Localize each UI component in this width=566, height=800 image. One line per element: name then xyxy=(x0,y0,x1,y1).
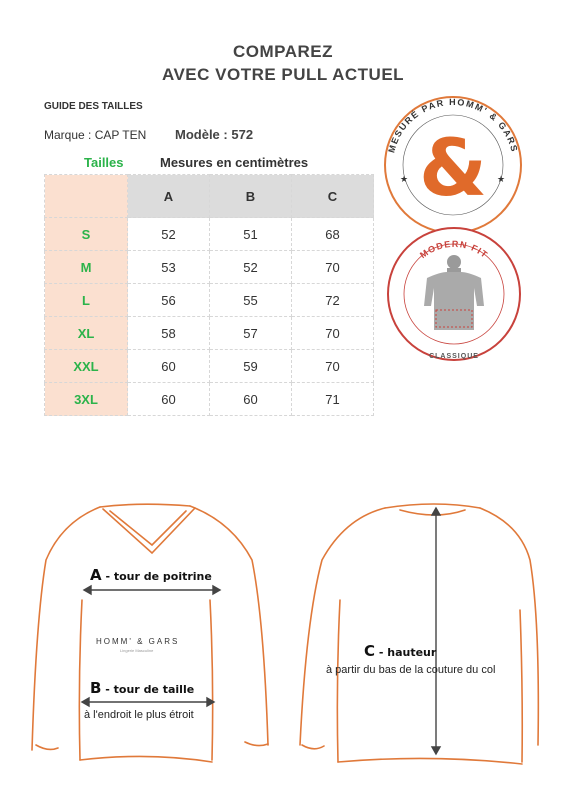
measures-heading: Mesures en centimètres xyxy=(160,155,309,170)
size-cell: XXL xyxy=(45,350,128,383)
size-cell: XL xyxy=(45,317,128,350)
star-icon: ★ xyxy=(400,174,409,184)
brand-label: Marque : xyxy=(44,128,92,142)
value-cell: 70 xyxy=(292,350,374,383)
chest-letter: A xyxy=(90,566,102,584)
waist-label xyxy=(90,678,194,697)
value-cell: 70 xyxy=(292,251,374,284)
chest-text: - tour de poitrine xyxy=(101,570,212,583)
value-cell: 71 xyxy=(292,383,374,416)
height-label xyxy=(364,641,436,660)
chest-label xyxy=(90,565,212,584)
size-cell: 3XL xyxy=(45,383,128,416)
value-cell: 72 xyxy=(292,284,374,317)
model-label: Modèle : xyxy=(175,127,228,142)
brand-logo-sub: Lingerie Masculine xyxy=(120,648,154,653)
brand-value: CAP TEN xyxy=(94,128,147,142)
waist-text: - tour de taille xyxy=(101,683,195,696)
column-header-b: B xyxy=(210,175,292,218)
column-header-c: C xyxy=(292,175,374,218)
brand-logo: HOMM' & GARS xyxy=(96,637,180,646)
value-cell: 59 xyxy=(210,350,292,383)
value-cell: 52 xyxy=(210,251,292,284)
fit-badge-top-text: MODERN FIT xyxy=(418,238,491,261)
model-value: 572 xyxy=(231,127,254,142)
back-shirt-sketch xyxy=(300,504,538,764)
fit-badge-bottom-text: CLASSIQUE xyxy=(429,353,479,360)
value-cell: 58 xyxy=(128,317,210,350)
star-icon: ★ xyxy=(497,174,506,184)
value-cell: 60 xyxy=(128,350,210,383)
height-letter: C xyxy=(364,642,376,660)
value-cell: 52 xyxy=(128,218,210,251)
value-cell: 51 xyxy=(210,218,292,251)
measure-badge-text: MESURÉ PAR HOMM' & GARS xyxy=(386,96,520,154)
value-cell: 70 xyxy=(292,317,374,350)
chest-arrow xyxy=(84,586,220,594)
page-title-line2: AVEC VOTRE PULL ACTUEL xyxy=(161,65,405,84)
value-cell: 60 xyxy=(210,383,292,416)
page-title-line1: COMPAREZ xyxy=(232,42,333,61)
height-note: à partir du bas de la couture du col xyxy=(326,664,496,676)
ampersand-logo: & xyxy=(418,124,488,214)
sizes-column-label: Tailles xyxy=(84,155,124,170)
height-text: - hauteur xyxy=(375,646,437,659)
front-shirt-sketch xyxy=(32,504,268,762)
value-cell: 60 xyxy=(128,383,210,416)
height-arrow xyxy=(432,508,440,754)
size-cell: S xyxy=(45,218,128,251)
value-cell: 56 xyxy=(128,284,210,317)
value-cell: 57 xyxy=(210,317,292,350)
waist-arrow xyxy=(82,698,214,706)
size-cell: M xyxy=(45,251,128,284)
waist-letter: B xyxy=(90,679,102,697)
value-cell: 55 xyxy=(210,284,292,317)
value-cell: 68 xyxy=(292,218,374,251)
size-guide-heading: GUIDE DES TAILLES xyxy=(44,101,143,112)
size-cell: L xyxy=(45,284,128,317)
column-header-a: A xyxy=(128,175,210,218)
waist-note: à l'endroit le plus étroit xyxy=(84,709,194,721)
value-cell: 53 xyxy=(128,251,210,284)
